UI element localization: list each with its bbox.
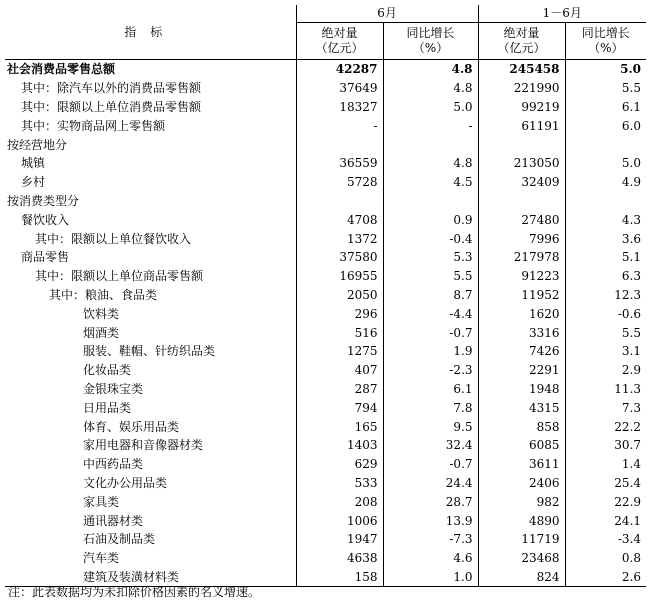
table-row xyxy=(5,530,646,549)
table-row xyxy=(5,267,646,286)
table-row xyxy=(5,79,646,98)
month-abs-cell: 629 xyxy=(296,455,383,474)
month-growth-cell: 32.4 xyxy=(383,436,478,455)
ytd-growth-cell: 5.0 xyxy=(620,62,642,77)
table-row xyxy=(5,173,646,192)
row-label: 其中：限额以上单位商品零售额 xyxy=(5,267,296,286)
ytd-growth-cell: -3.4 xyxy=(617,532,642,547)
month-period-header: 6月 xyxy=(296,5,478,23)
row-label: 服装、鞋帽、针纺织品类 xyxy=(5,342,296,361)
table-row xyxy=(5,474,646,493)
month-abs-cell: 296 xyxy=(296,304,383,323)
month-growth-cell: -0.7 xyxy=(383,455,478,474)
ytd-growth-cell: 25.4 xyxy=(614,475,642,490)
table-row xyxy=(5,323,646,342)
table-row xyxy=(5,511,646,530)
table-row xyxy=(5,286,646,305)
month-abs-cell xyxy=(296,135,383,154)
month-abs-cell: 2050 xyxy=(296,286,383,305)
month-growth-cell: 1.9 xyxy=(383,342,478,361)
ytd-abs-cell: 3316 xyxy=(478,323,565,342)
ytd-abs-cell: 61191 xyxy=(478,116,565,135)
ytd-abs-cell: 217978 xyxy=(478,248,565,267)
month-abs-cell xyxy=(296,192,383,211)
ytd-abs-cell: 3611 xyxy=(478,455,565,474)
ytd-period-header: 1－6月 xyxy=(478,5,646,23)
row-label: 家具类 xyxy=(5,492,296,511)
row-label: 建筑及装潢材料类 xyxy=(5,568,296,587)
month-growth-cell: 4.8 xyxy=(383,79,478,98)
month-growth-cell: 4.8 xyxy=(383,60,478,79)
month-growth-cell xyxy=(383,192,478,211)
ytd-abs-cell: 4315 xyxy=(478,398,565,417)
ytd-abs-cell: 7996 xyxy=(478,229,565,248)
month-growth-cell: 5.3 xyxy=(383,248,478,267)
row-label: 社会消费品零售总额 xyxy=(5,60,296,79)
ytd-growth-cell: 3.1 xyxy=(621,344,642,359)
ytd-abs-cell: 824 xyxy=(478,568,565,587)
ytd-abs-cell: 1620 xyxy=(478,304,565,323)
row-label: 通讯器材类 xyxy=(5,511,296,530)
table-row xyxy=(5,398,646,417)
indicator-header: 指标 xyxy=(5,5,296,60)
row-label: 饮料类 xyxy=(5,304,296,323)
ytd-growth-cell: 22.2 xyxy=(614,419,642,434)
ytd-growth-cell: 2.9 xyxy=(621,363,642,378)
ytd-growth-cell: 6.3 xyxy=(621,269,642,284)
ytd-abs-cell: 91223 xyxy=(478,267,565,286)
ytd-growth-cell: -0.6 xyxy=(617,306,642,321)
month-abs-cell: 1403 xyxy=(296,436,383,455)
ytd-growth-cell: 24.1 xyxy=(614,513,642,528)
month-abs-cell: 4708 xyxy=(296,210,383,229)
month-growth-cell: -4.4 xyxy=(383,304,478,323)
month-abs-cell: 5728 xyxy=(296,173,383,192)
row-label: 汽车类 xyxy=(5,549,296,568)
ytd-abs-cell: 2406 xyxy=(478,474,565,493)
month-abs-cell: 42287 xyxy=(296,60,383,79)
table-row xyxy=(5,568,646,587)
month-growth-cell: -7.3 xyxy=(383,530,478,549)
ytd-abs-cell: 27480 xyxy=(478,210,565,229)
ytd-abs-cell: 2291 xyxy=(478,361,565,380)
table-row xyxy=(5,436,646,455)
table-row xyxy=(5,154,646,173)
month-growth-cell: 24.4 xyxy=(383,474,478,493)
month-growth-cell: 6.1 xyxy=(383,380,478,399)
row-label: 其中：实物商品网上零售额 xyxy=(5,116,296,135)
ytd-abs-cell xyxy=(478,192,565,211)
ytd-growth-cell: 0.8 xyxy=(621,551,642,566)
row-label: 家用电器和音像器材类 xyxy=(5,436,296,455)
month-growth-header: 同比增长 （%） xyxy=(383,23,478,60)
month-abs-cell: 4638 xyxy=(296,549,383,568)
month-abs-cell: 287 xyxy=(296,380,383,399)
row-label: 中西药品类 xyxy=(5,455,296,474)
row-label: 体育、娱乐用品类 xyxy=(5,417,296,436)
month-abs-cell: 1275 xyxy=(296,342,383,361)
ytd-abs-cell: 245458 xyxy=(478,60,565,79)
table-row xyxy=(5,116,646,135)
ytd-growth-cell: 5.5 xyxy=(621,325,642,340)
month-growth-cell: 7.8 xyxy=(383,398,478,417)
ytd-growth-cell: 5.0 xyxy=(621,156,642,171)
table-row xyxy=(5,549,646,568)
ytd-growth-cell: 6.0 xyxy=(621,118,642,133)
table-row xyxy=(5,98,646,117)
month-abs-cell: 407 xyxy=(296,361,383,380)
month-abs-cell: 1372 xyxy=(296,229,383,248)
month-growth-cell: -2.3 xyxy=(383,361,478,380)
ytd-abs-cell: 6085 xyxy=(478,436,565,455)
ytd-abs-cell: 11719 xyxy=(478,530,565,549)
ytd-growth-cell: 7.3 xyxy=(621,400,642,415)
table-row xyxy=(5,417,646,436)
month-abs-cell: 1947 xyxy=(296,530,383,549)
month-abs-cell: 16955 xyxy=(296,267,383,286)
table-row xyxy=(5,380,646,399)
month-abs-cell: 533 xyxy=(296,474,383,493)
ytd-abs-cell: 4890 xyxy=(478,511,565,530)
month-abs-cell: 516 xyxy=(296,323,383,342)
ytd-abs-cell: 32409 xyxy=(478,173,565,192)
ytd-abs-cell: 7426 xyxy=(478,342,565,361)
ytd-growth-cell xyxy=(565,192,646,211)
month-growth-cell: 13.9 xyxy=(383,511,478,530)
month-abs-cell: 1006 xyxy=(296,511,383,530)
ytd-growth-cell: 6.1 xyxy=(621,99,642,114)
row-label: 城镇 xyxy=(5,154,296,173)
month-growth-cell: 5.5 xyxy=(383,267,478,286)
row-label: 烟酒类 xyxy=(5,323,296,342)
row-label: 餐饮收入 xyxy=(5,210,296,229)
month-abs-cell: 794 xyxy=(296,398,383,417)
month-growth-cell: 5.0 xyxy=(383,98,478,117)
row-label: 化妆品类 xyxy=(5,361,296,380)
table-row xyxy=(5,492,646,511)
month-growth-cell: 1.0 xyxy=(383,568,478,587)
ytd-growth-cell: 5.5 xyxy=(621,81,642,96)
table-row xyxy=(5,229,646,248)
month-growth-cell: 4.8 xyxy=(383,154,478,173)
month-growth-cell: 28.7 xyxy=(383,492,478,511)
month-abs-cell: 18327 xyxy=(296,98,383,117)
retail-sales-table xyxy=(5,5,646,587)
ytd-growth-cell: 30.7 xyxy=(614,438,642,453)
table-row xyxy=(5,192,646,211)
table-row xyxy=(5,135,646,154)
row-label: 石油及制品类 xyxy=(5,530,296,549)
row-label: 其中：粮油、食品类 xyxy=(5,286,296,305)
month-abs-cell: 208 xyxy=(296,492,383,511)
row-label: 金银珠宝类 xyxy=(5,380,296,399)
row-label: 其中：限额以上单位餐饮收入 xyxy=(5,229,296,248)
table-row xyxy=(5,342,646,361)
table-row xyxy=(5,248,646,267)
month-growth-cell: - xyxy=(383,116,478,135)
month-abs-cell: 37649 xyxy=(296,79,383,98)
ytd-abs-cell: 99219 xyxy=(478,98,565,117)
month-growth-cell: 4.5 xyxy=(383,173,478,192)
ytd-abs-header: 绝对量 （亿元） xyxy=(478,23,565,60)
row-label: 其中：除汽车以外的消费品零售额 xyxy=(5,79,296,98)
table-header xyxy=(5,5,646,60)
ytd-growth-cell xyxy=(565,135,646,154)
month-abs-cell: - xyxy=(296,116,383,135)
month-abs-cell: 158 xyxy=(296,568,383,587)
ytd-growth-cell: 4.9 xyxy=(621,175,642,190)
ytd-abs-cell: 23468 xyxy=(478,549,565,568)
month-abs-cell: 36559 xyxy=(296,154,383,173)
table-row xyxy=(5,60,646,79)
ytd-growth-cell: 5.1 xyxy=(621,250,642,265)
row-label: 文化办公用品类 xyxy=(5,474,296,493)
month-abs-cell: 165 xyxy=(296,417,383,436)
month-growth-cell: 8.7 xyxy=(383,286,478,305)
row-label: 按消费类型分 xyxy=(5,192,296,211)
table-row xyxy=(5,361,646,380)
row-label: 其中：限额以上单位消费品零售额 xyxy=(5,98,296,117)
ytd-abs-cell: 858 xyxy=(478,417,565,436)
ytd-growth-cell: 1.4 xyxy=(621,457,642,472)
ytd-growth-cell: 3.6 xyxy=(621,231,642,246)
month-abs-header: 绝对量 （亿元） xyxy=(296,23,383,60)
month-growth-cell xyxy=(383,135,478,154)
table-row xyxy=(5,304,646,323)
ytd-growth-cell: 4.3 xyxy=(621,212,642,227)
month-growth-cell: 4.6 xyxy=(383,549,478,568)
ytd-abs-cell: 1948 xyxy=(478,380,565,399)
table-body xyxy=(5,60,646,587)
ytd-abs-cell: 11952 xyxy=(478,286,565,305)
row-label: 商品零售 xyxy=(5,248,296,267)
month-growth-cell: -0.4 xyxy=(383,229,478,248)
ytd-growth-cell: 22.9 xyxy=(614,494,642,509)
table-row xyxy=(5,210,646,229)
month-growth-cell: 9.5 xyxy=(383,417,478,436)
ytd-abs-cell: 221990 xyxy=(478,79,565,98)
ytd-growth-cell: 2.6 xyxy=(565,568,646,587)
month-abs-cell: 37580 xyxy=(296,248,383,267)
month-growth-cell: 0.9 xyxy=(383,210,478,229)
ytd-abs-cell: 213050 xyxy=(478,154,565,173)
ytd-growth-header: 同比增长 （%） xyxy=(565,23,646,60)
ytd-growth-cell: 12.3 xyxy=(614,287,642,302)
ytd-abs-cell xyxy=(478,135,565,154)
row-label: 日用品类 xyxy=(5,398,296,417)
ytd-growth-cell: 11.3 xyxy=(614,381,642,396)
table-footnote: 注：此表数据均为未扣除价格因素的名义增速。 xyxy=(8,585,261,599)
row-label: 按经营地分 xyxy=(5,135,296,154)
month-growth-cell: -0.7 xyxy=(383,323,478,342)
row-label: 乡村 xyxy=(5,173,296,192)
table-row xyxy=(5,455,646,474)
ytd-abs-cell: 982 xyxy=(478,492,565,511)
